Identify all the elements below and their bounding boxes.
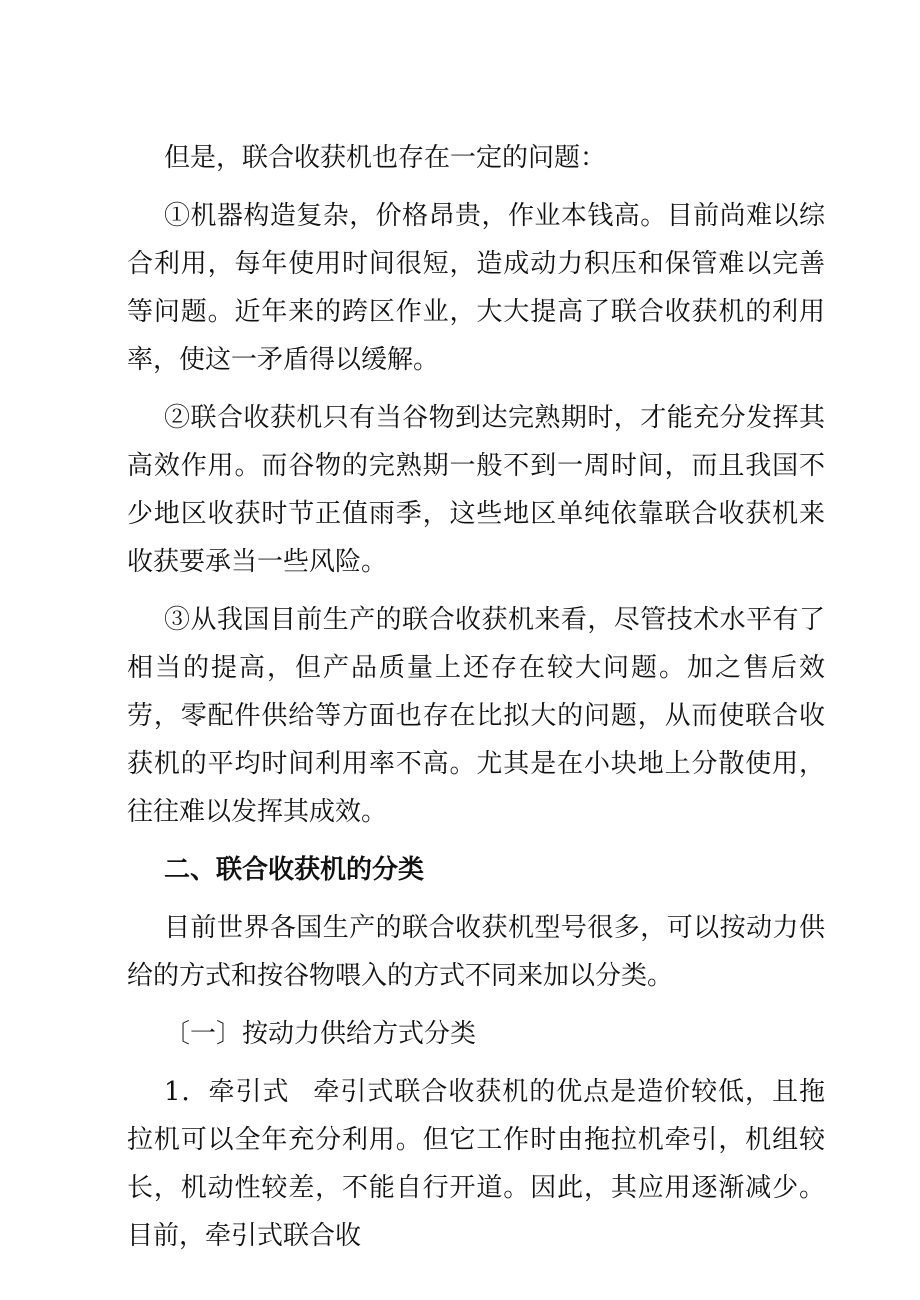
subsection-heading: 〔一〕按动力供给方式分类 xyxy=(164,1019,477,1049)
item-1-label: 1．牵引式 xyxy=(164,1077,290,1107)
item-1-text: 牵引式联合收获机的优点是造价较低，且拖拉机可以全年充分利用。但它工作时由拖拉机牵引，机组较长，机动性较差，不能自行开道。因此，其应用逐渐减少。目前，牵引式联合收 xyxy=(127,1077,825,1251)
paragraph-item-1 xyxy=(127,1068,825,1260)
paragraph-problem-2: ②联合收获机只有当谷物到达完熟期时，才能充分发挥其高效作用。而谷物的完熟期一般不到一周时间，而且我国不少地区收获时节正值雨季，这些地区单纯依靠联合收获机来收获要承当一些风险。 xyxy=(127,403,825,577)
paragraph-problem-1: ①机器构造复杂，价格昂贵，作业本钱高。目前尚难以综合利用，每年使用时间很短，造成动力积压和保管难以完善等问题。近年来的跨区作业，大大提高了联合收获机的利用率，使这一矛盾得以缓解。 xyxy=(127,201,825,375)
section-heading: 二、联合收获机的分类 xyxy=(164,855,425,885)
paragraph-intro: 但是，联合收获机也存在一定的问题： xyxy=(164,143,607,173)
paragraph-section-intro: 目前世界各国生产的联合收获机型号很多，可以按动力供给的方式和按谷物喂入的方式不同来加以分类。 xyxy=(127,913,825,991)
document-body xyxy=(127,134,825,1270)
paragraph-problem-3: ③从我国目前生产的联合收获机来看，尽管技术水平有了相当的提高，但产品质量上还存在较大问题。加之售后效劳，零配件供给等方面也存在比拟大的问题，从而使联合收获机的平均时间利用率不高。尤其是在小块地上分散使用，往往难以发挥其成效。 xyxy=(127,605,825,827)
